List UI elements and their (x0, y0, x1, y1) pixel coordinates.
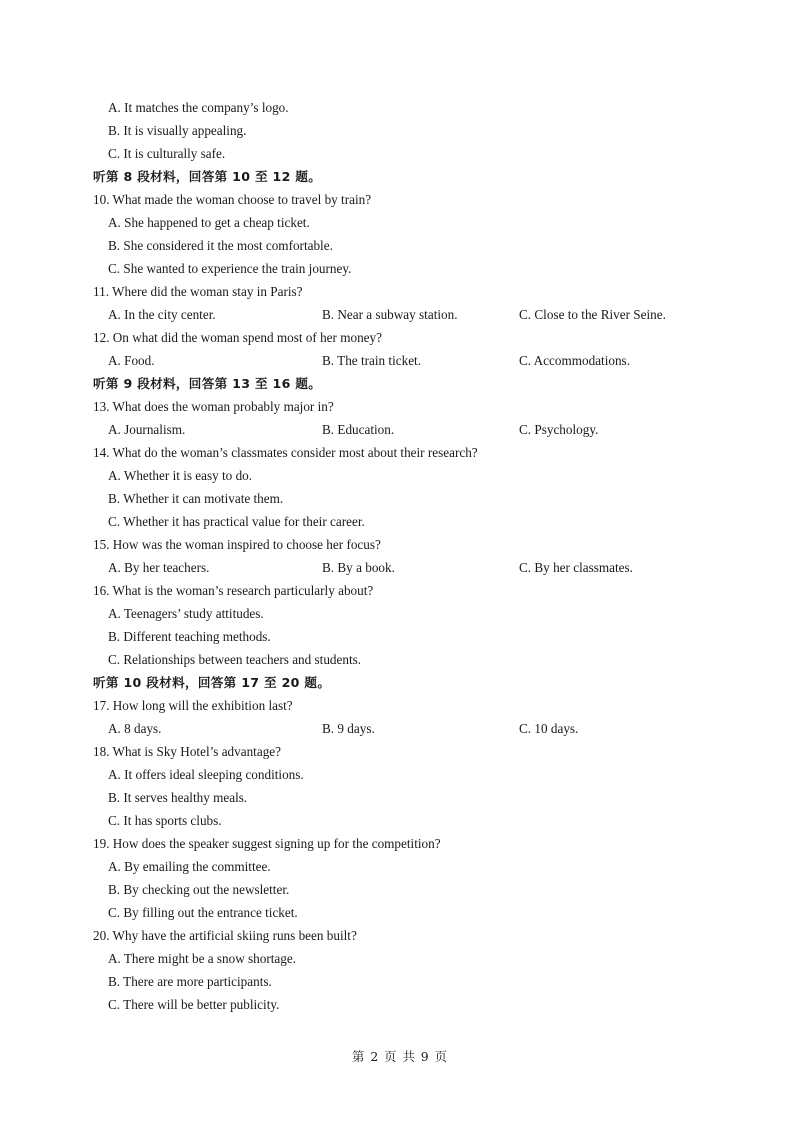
q16-option-b: B. Different teaching methods. (108, 629, 271, 644)
q10-option-a: A. She happened to get a cheap ticket. (108, 215, 310, 230)
section-10-heading: 听第 10 段材料，回答第 17 至 20 题。 (93, 675, 331, 690)
q9-option-b: B. It is visually appealing. (108, 123, 247, 138)
q9-option-c: C. It is culturally safe. (108, 146, 226, 161)
question-13: 13. What does the woman probably major in? (93, 399, 334, 414)
q12-options-row (108, 352, 748, 370)
section-9-heading: 听第 9 段材料，回答第 13 至 16 题。 (93, 376, 322, 391)
q18-option-c: C. It has sports clubs. (108, 813, 222, 828)
question-12: 12. On what did the woman spend most of her money? (93, 330, 382, 345)
question-17: 17. How long will the exhibition last? (93, 698, 293, 713)
question-19: 19. How does the speaker suggest signing up for the competition? (93, 836, 441, 851)
q12-option-b: B. The train ticket. (322, 353, 422, 368)
q19-option-a: A. By emailing the committee. (108, 859, 271, 874)
q11-option-c: C. Close to the River Seine. (519, 307, 666, 322)
q17-option-a: A. 8 days. (108, 721, 162, 736)
q12-option-c: C. Accommodations. (519, 353, 630, 368)
question-16: 16. What is the woman’s research particularly about? (93, 583, 374, 598)
q18-option-b: B. It serves healthy meals. (108, 790, 248, 805)
q15-option-a: A. By her teachers. (108, 560, 210, 575)
q19-option-b: B. By checking out the newsletter. (108, 882, 290, 897)
q15-options-row (108, 559, 748, 577)
q13-option-c: C. Psychology. (519, 422, 599, 437)
q16-option-c: C. Relationships between teachers and students. (108, 652, 362, 667)
q16-option-a: A. Teenagers’ study attitudes. (108, 606, 264, 621)
question-11: 11. Where did the woman stay in Paris? (93, 284, 303, 299)
q15-option-c: C. By her classmates. (519, 560, 633, 575)
q14-option-a: A. Whether it is easy to do. (108, 468, 253, 483)
q17-options-row (108, 720, 748, 738)
question-14: 14. What do the woman’s classmates consider most about their research? (93, 445, 478, 460)
q20-option-a: A. There might be a snow shortage. (108, 951, 296, 966)
q13-option-b: B. Education. (322, 422, 395, 437)
q13-options-row (108, 421, 748, 439)
q10-option-b: B. She considered it the most comfortable. (108, 238, 333, 253)
section-8-heading: 听第 8 段材料，回答第 10 至 12 题。 (93, 169, 322, 184)
q12-option-a: A. Food. (108, 353, 155, 368)
q19-option-c: C. By filling out the entrance ticket. (108, 905, 298, 920)
q13-option-a: A. Journalism. (108, 422, 186, 437)
q18-option-a: A. It offers ideal sleeping conditions. (108, 767, 304, 782)
q14-option-b: B. Whether it can motivate them. (108, 491, 284, 506)
q14-option-c: C. Whether it has practical value for their career. (108, 514, 365, 529)
page-number-footer: 第 2 页 共 9 页 (351, 1049, 449, 1064)
question-18: 18. What is Sky Hotel’s advantage? (93, 744, 282, 759)
q17-option-b: B. 9 days. (322, 721, 375, 736)
q15-option-b: B. By a book. (322, 560, 395, 575)
question-20: 20. Why have the artificial skiing runs been built? (93, 928, 357, 943)
question-15: 15. How was the woman inspired to choose her focus? (93, 537, 381, 552)
q10-option-c: C. She wanted to experience the train journey. (108, 261, 352, 276)
q9-option-a: A. It matches the company’s logo. (108, 100, 289, 115)
q20-option-c: C. There will be better publicity. (108, 997, 280, 1012)
q11-options-row (108, 306, 748, 324)
q17-option-c: C. 10 days. (519, 721, 579, 736)
q20-option-b: B. There are more participants. (108, 974, 272, 989)
q11-option-a: A. In the city center. (108, 307, 216, 322)
q11-option-b: B. Near a subway station. (322, 307, 458, 322)
question-10: 10. What made the woman choose to travel by train? (93, 192, 372, 207)
